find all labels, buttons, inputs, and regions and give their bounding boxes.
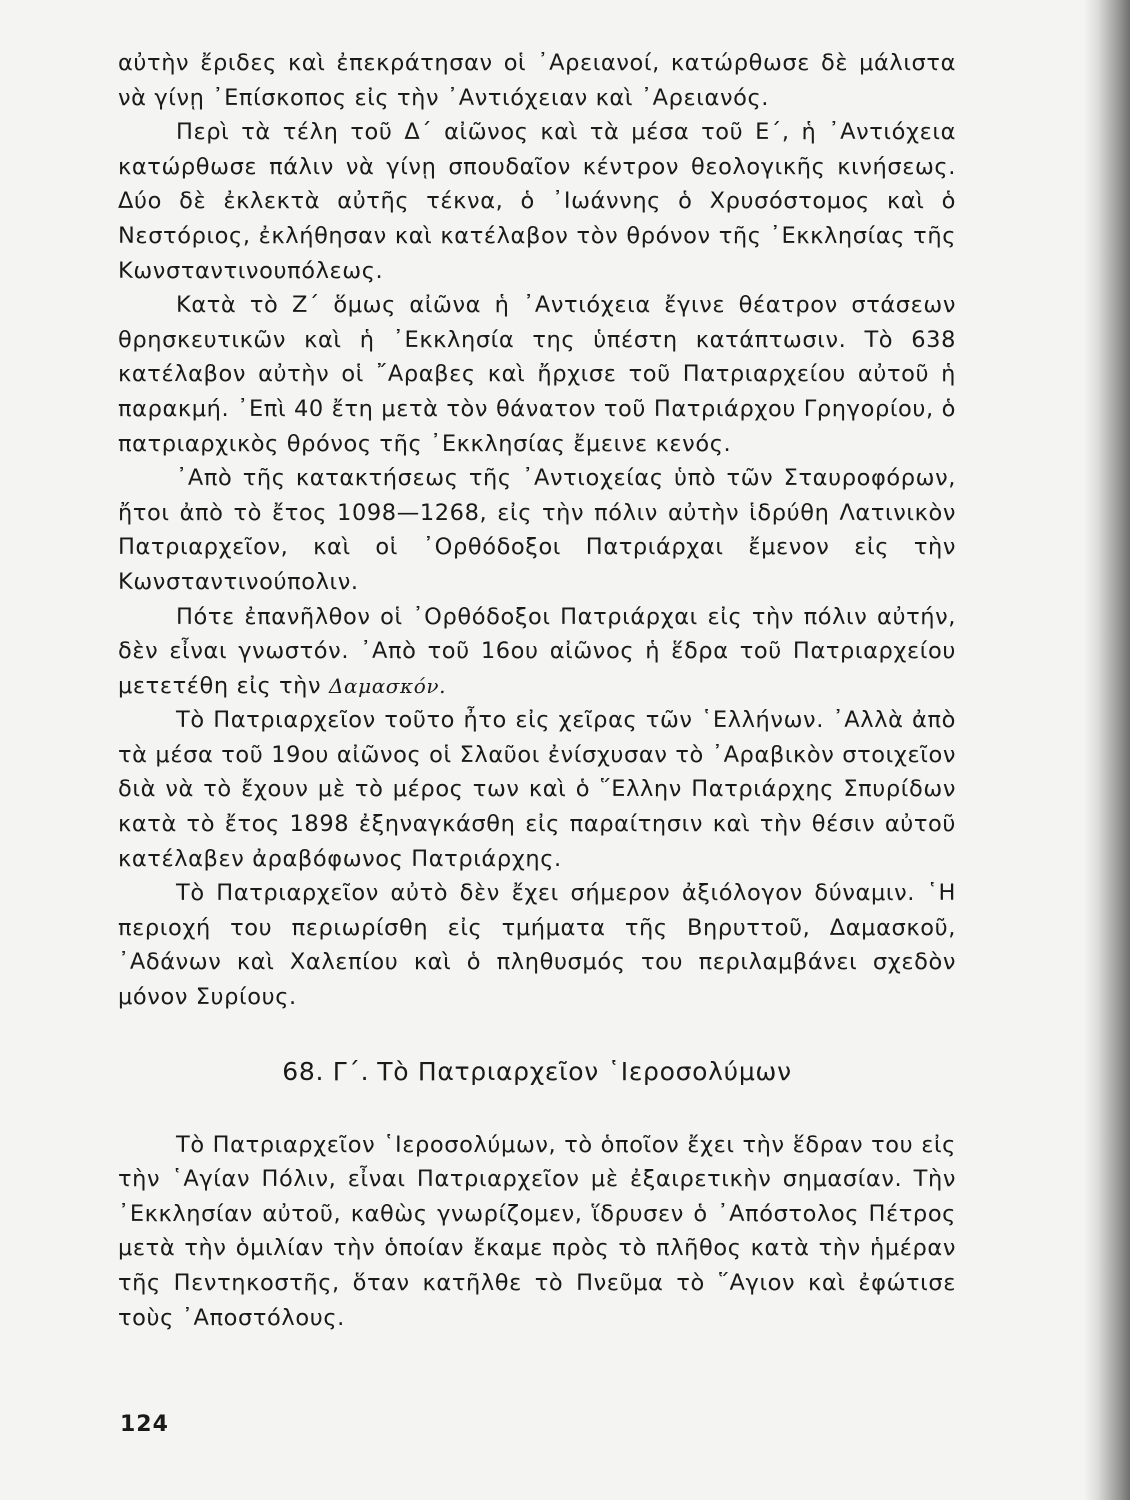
section-paragraph: Τὸ Πατριαρχεῖον ῾Ιεροσολύμων, τὸ ὁποῖον ἔχει τὴν ἕδραν του εἰς τὴν ῾Αγίαν Πόλιν, εἶναι Πατριαρχεῖον μὲ ἐξαιρετικὴν σημασίαν. Τὴν ᾿Εκκλησίαν αὐτοῦ, καθὼς γνωρίζομεν, ἵδρυσεν ὁ ᾿Απόστολος Πέτρος μετὰ τὴν ὁμιλίαν τὴν ὁποίαν ἔκαμε πρὸς τὸ πλῆθος κατὰ τὴν ἡμέραν τῆς Πεντηκοστῆς, ὅταν κατῆλθε τὸ Πνεῦμα τὸ ῞Αγιον καὶ ἐφώτισε τοὺς ᾿Αποστόλους. bbox=[118, 1131, 956, 1331]
paragraph-1: αὐτὴν ἔριδες καὶ ἐπεκράτησαν οἱ ᾿Αρειανοί, κατώρθωσε δὲ μάλιστα νὰ γίνῃ ᾿Επίσκοπος εἰς τὴν ᾿Αντιόχειαν καὶ ᾿Αρειανός. bbox=[118, 50, 956, 111]
page-body bbox=[118, 46, 956, 1335]
paragraph-5-text: Πότε ἐπανῆλθον οἱ ᾿Ορθόδοξοι Πατριάρχαι εἰς τὴν πόλιν αὐτήν, δὲν εἶναι γνωστόν. ᾿Απὸ τοῦ 16ου αἰῶνος ἡ ἕδρα τοῦ Πατριαρχείου μετετέθη εἰς τὴν bbox=[118, 603, 956, 699]
book-spine-shadow bbox=[1084, 0, 1130, 1500]
section-heading bbox=[118, 1057, 956, 1086]
paragraph-7: Τὸ Πατριαρχεῖον αὐτὸ δὲν ἔχει σήμερον ἀξιόλογον δύναμιν. ῾Η περιοχή του περιωρίσθη εἰς τμήματα τῆς Βηρυττοῦ, Δαμασκοῦ, ᾿Αδάνων καὶ Χαλεπίου καὶ ὁ πληθυσμός του περιλαμβάνει σχεδὸν μόνον Συρίους. bbox=[118, 880, 956, 1011]
paragraph-6: Τὸ Πατριαρχεῖον τοῦτο ἦτο εἰς χεῖρας τῶν ῾Ελλήνων. ᾿Αλλὰ ἀπὸ τὰ μέσα τοῦ 19ου αἰῶνος οἱ Σλαῦοι ἐνίσχυσαν τὸ ᾿Αραβικὸν στοιχεῖον διὰ νὰ τὸ ἔχουν μὲ τὸ μέρος των καὶ ὁ ῞Ελλην Πατριάρχης Σπυρίδων κατὰ τὸ ἔτος 1898 ἐξηναγκάσθη εἰς παραίτησιν καὶ τὴν θέσιν αὐτοῦ κατέλαβεν ἀραβόφωνος Πατριάρχης. bbox=[118, 707, 956, 872]
paragraph-4: ᾿Απὸ τῆς κατακτήσεως τῆς ᾿Αντιοχείας ὑπὸ τῶν Σταυροφόρων, ἤτοι ἀπὸ τὸ ἔτος 1098—1268, εἰς τὴν πόλιν αὐτὴν ἱδρύθη Λατινικὸν Πατριαρχεῖον, καὶ οἱ ᾿Ορθόδοξοι Πατριάρχαι ἔμενον εἰς τὴν Κωνσταντινούπολιν. bbox=[118, 465, 956, 595]
italic-place-name: Δαμασκόν. bbox=[328, 673, 447, 698]
section-number: 68. Γ΄. bbox=[282, 1056, 370, 1086]
paragraph-2: Περὶ τὰ τέλη τοῦ Δ΄ αἰῶνος καὶ τὰ μέσα τοῦ Ε΄, ἡ ᾿Αντιόχεια κατώρθωσε πάλιν νὰ γίνῃ σπουδαῖον κέντρον θεολογικῆς κινήσεως. Δύο δὲ ἐκλεκτὰ αὐτῆς τέκνα, ὁ ᾿Ιωάννης ὁ Χρυσόστομος καὶ ὁ Νεστόριος, ἐκλήθησαν καὶ κατέλαβον τὸν θρόνον τῆς ᾿Εκκλησίας τῆς Κωνσταντινουπόλεως. bbox=[118, 119, 956, 284]
section-title: Τὸ Πατριαρχεῖον ῾Ιεροσολύμων bbox=[377, 1056, 792, 1086]
paragraph-3: Κατὰ τὸ Ζ΄ ὅμως αἰῶνα ἡ ᾿Αντιόχεια ἔγινε θέατρον στάσεων θρησκευτικῶν καὶ ἡ ᾿Εκκλησία της ὑπέστη κατάπτωσιν. Τὸ 638 κατέλαβον αὐτὴν οἱ ῎Αραβες καὶ ἤρχισε τοῦ Πατριαρχείου αὐτοῦ ἡ παρακμή. ᾿Επὶ 40 ἔτη μετὰ τὸν θάνατον τοῦ Πατριάρχου Γρηγορίου, ὁ πατριαρχικὸς θρόνος τῆς ᾿Εκκλησίας ἔμεινε κενός. bbox=[118, 292, 956, 457]
paragraph-5 bbox=[118, 600, 956, 704]
page-number: 124 bbox=[120, 1412, 169, 1437]
